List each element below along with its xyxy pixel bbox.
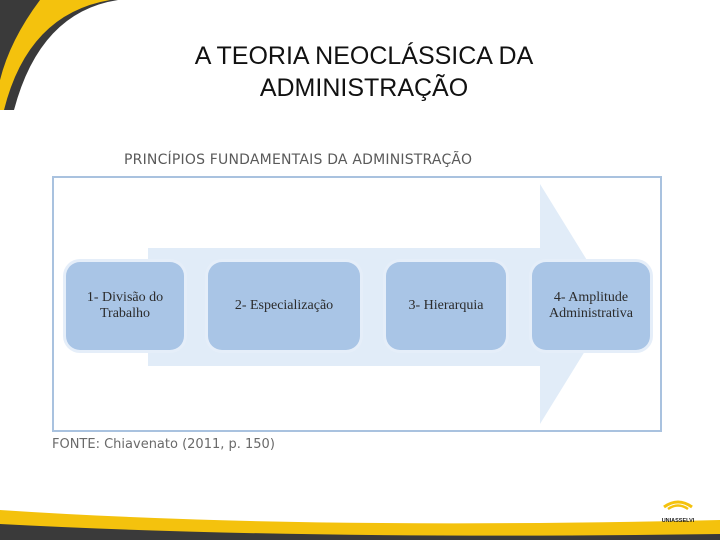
slide-title-line-2: ADMINISTRAÇÃO (259, 74, 469, 102)
figure-source: FONTE: Chiavenato (2011, p. 150) (52, 437, 275, 452)
step-box-1 (66, 262, 184, 350)
bottom-band-decoration (0, 480, 720, 540)
diagram-frame (52, 176, 662, 432)
step-label-2: 2- Especialização (234, 298, 334, 313)
step-label-1: 1- Divisão do Trabalho (86, 290, 164, 321)
step-label-3: 3- Hierarquia (408, 298, 484, 313)
step-label-4: 4- Amplitude Administrativa (549, 290, 633, 321)
step-box-3 (386, 262, 506, 350)
slide-title (0, 40, 720, 104)
logo-wordmark: UNIASSELVI (661, 518, 695, 524)
uniasselvi-logo (658, 495, 698, 525)
figure-caption: PRINCÍPIOS FUNDAMENTAIS DA ADMINISTRAÇÃO (124, 152, 473, 168)
step-box-2 (208, 262, 360, 350)
step-box-4 (532, 262, 650, 350)
slide-title-line-1: A TEORIA NEOCLÁSSICA DA (194, 42, 534, 70)
